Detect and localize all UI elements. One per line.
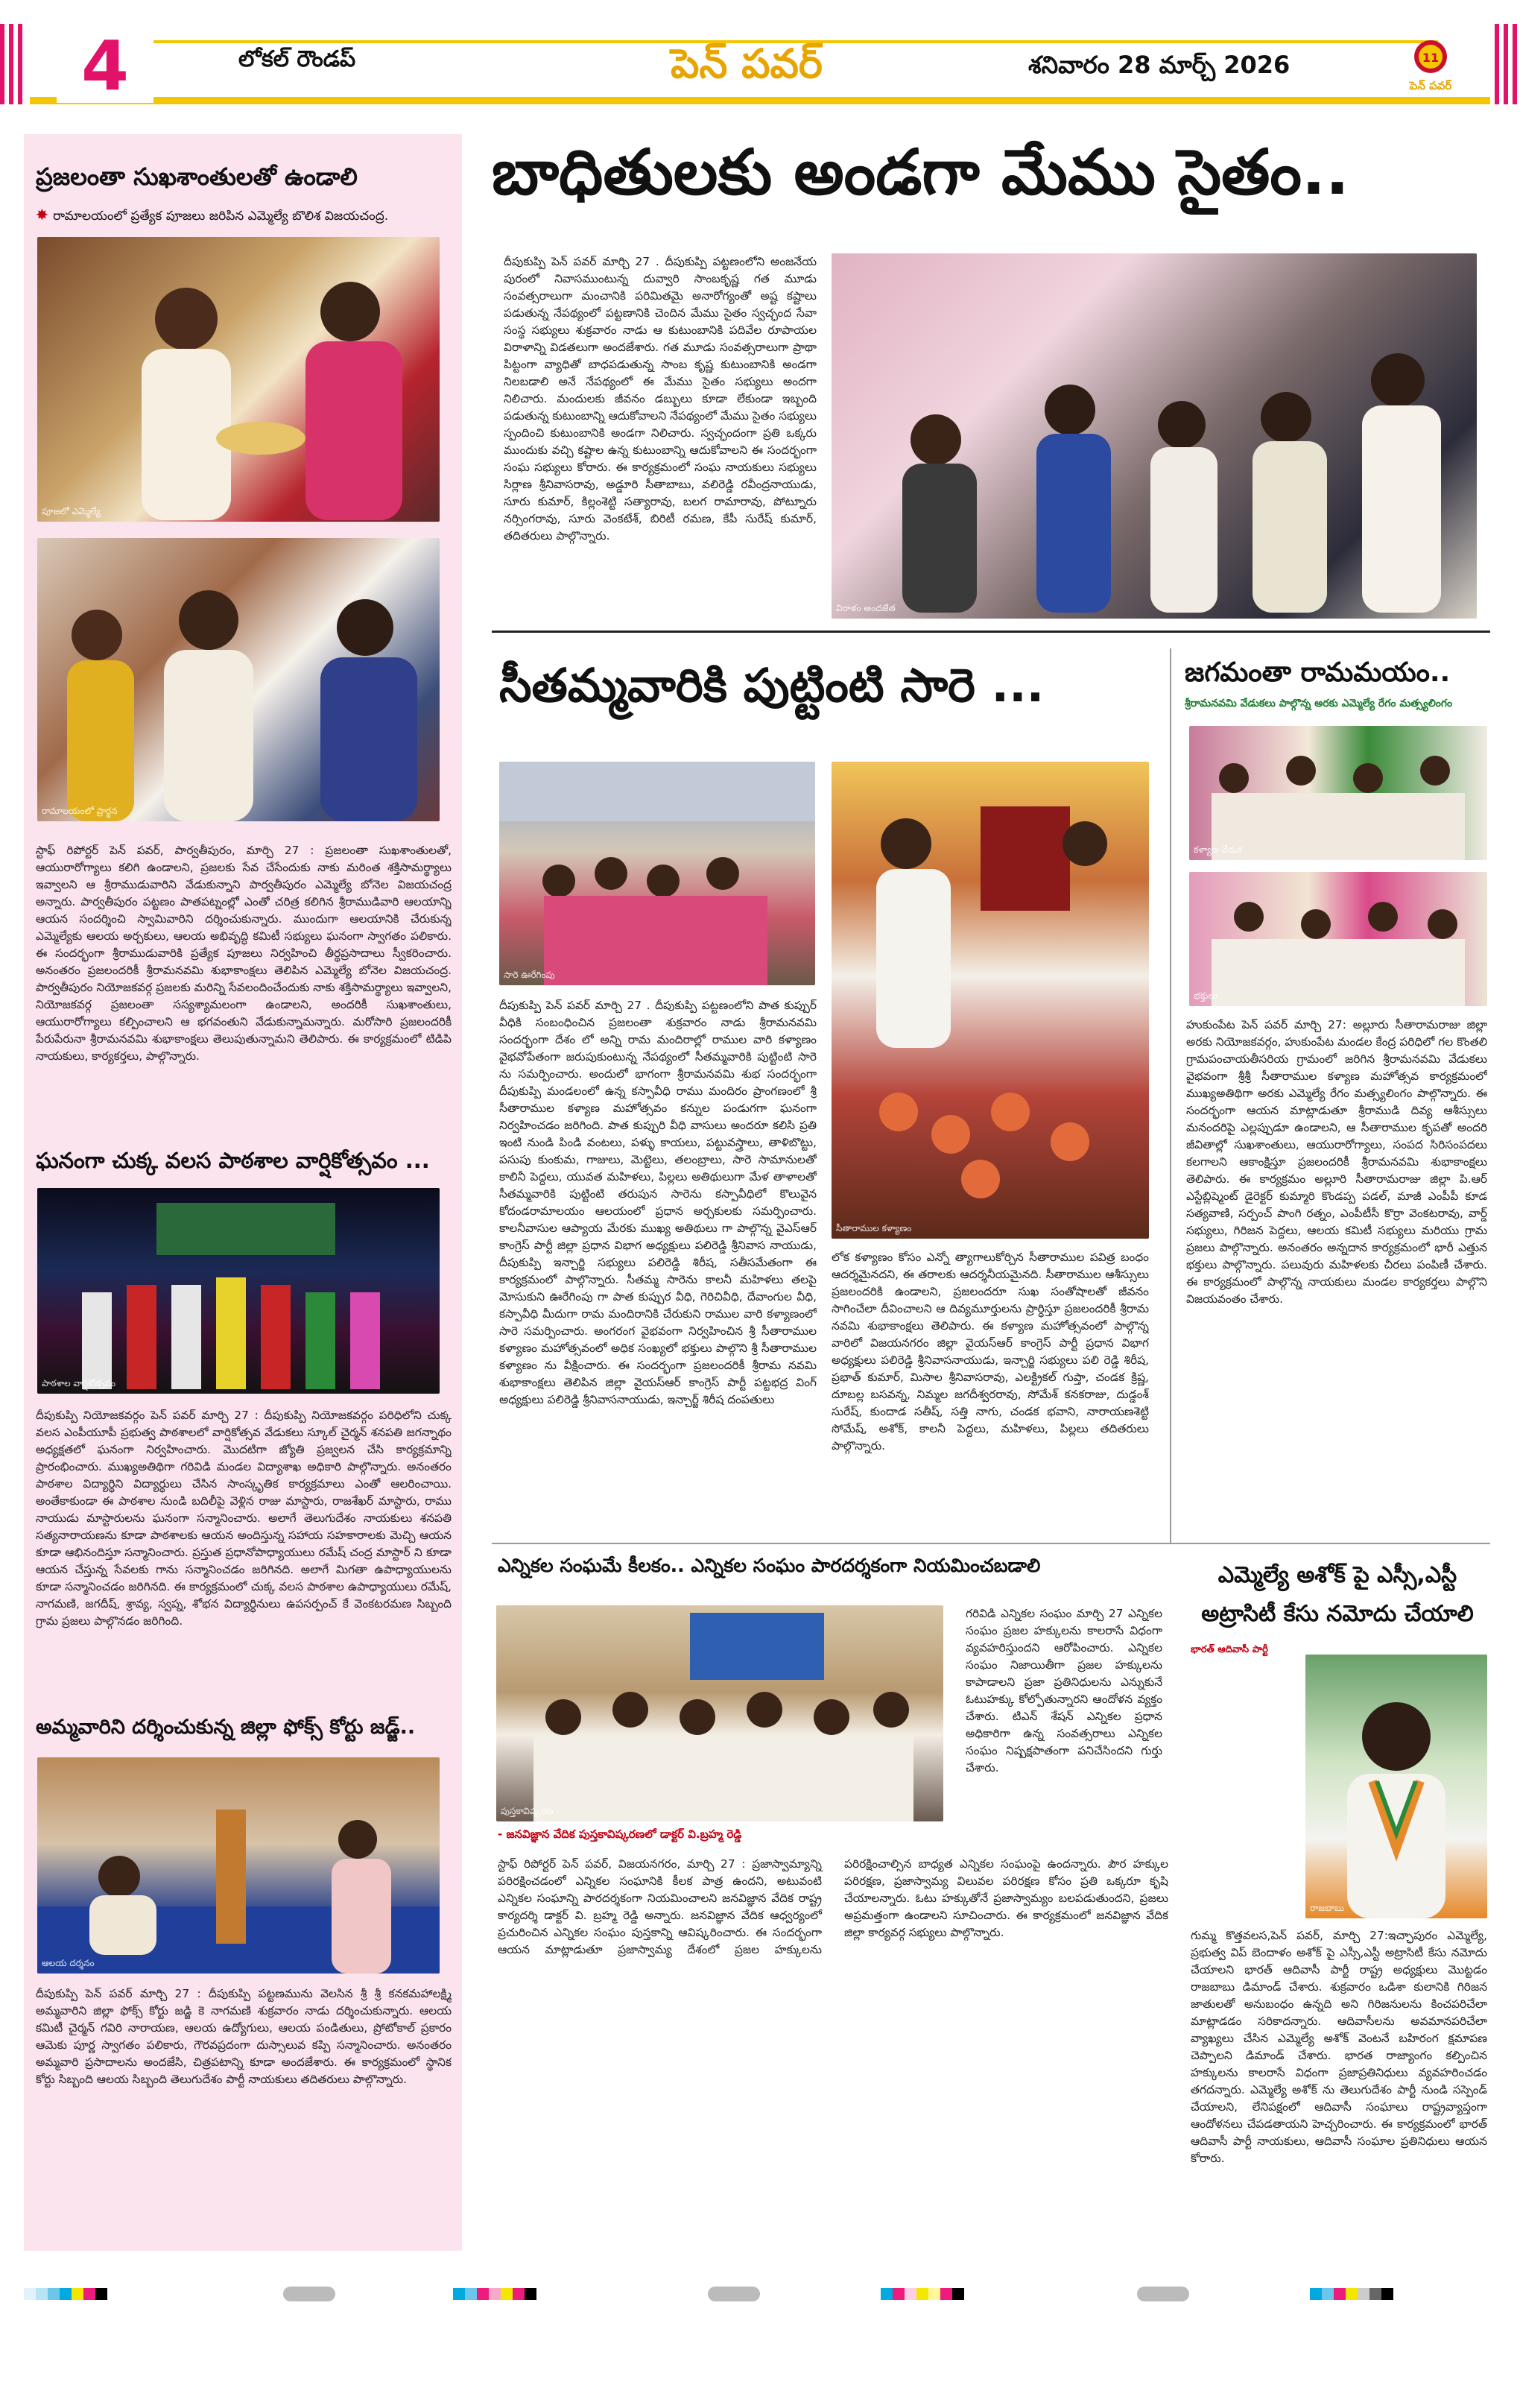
registration-strip-4 [1310, 2288, 1393, 2300]
photo-11-caption: రాజబాబు [1310, 1903, 1345, 1913]
registration-pill-3 [1137, 2287, 1189, 2301]
photo-5-art [832, 253, 1477, 619]
story2-headline: ఘనంగా చుక్క వలస పాఠశాల వార్షికోత్సవం ... [36, 1148, 430, 1173]
rule-under-story4 [492, 631, 1490, 633]
registration-pill-1 [283, 2287, 335, 2301]
photo-1-caption: పూజలో ఎమ్మెల్యే [42, 506, 101, 516]
photo-2-art [37, 538, 440, 821]
photo-11-art [1305, 1655, 1487, 1918]
story6-subhead: శ్రీరామనవమి వేడుకలు పాల్గొన్న అరకు ఎమ్మెల్యే రేగం మత్స్యలింగం [1185, 698, 1453, 710]
story1-headline: ప్రజలంతా సుఖశాంతులతో ఉండాలి [36, 162, 358, 191]
photo-2-caption: రామాలయంలో ప్రార్థన [42, 806, 118, 816]
photo-4-caption: ఆలయ దర్శనం [42, 1958, 95, 1968]
photo-7 [832, 762, 1149, 1239]
story7-headline: ఎన్నికల సంఘమే కీలకం.. ఎన్నికల సంఘం పారదర్శకంగా నియమించబడాలి [498, 1555, 1041, 1576]
photo-1 [37, 237, 440, 522]
photo-3-art [37, 1188, 440, 1394]
page-number: 4 [57, 30, 153, 103]
story5-body-left: దీపుకుప్పి పెన్ పవర్ మార్చి 27 . దీపుకుప్పి పట్టణంలోని పాత కుప్పుర్ వీధికి సంబంధించిన ప్రజలంతా శుక్రవారం నాడు శ్రీరామనవమి సందర్భంగా దేశం లో అన్ని రామ మందిరాల్లో రాముల వారి కళ్యాణం వైభవోపేతంగా జరుపుకుంటున్న నేపథ్యంలో సీతమ్మవారికి పుట్టింటి సారె ను సమర్పించారు. అందులో భాగంగా శ్రీరామనవమి శుభ సందర్భంగా దీపుకుప్పి మండలంలో ఉన్న కస్పావీధి రాము మందిరం ప్రాంగణంలో శ్రీ సీతారాముల కళ్యాణ మహోత్సవం కన్నుల పండుగగా ఘనంగా నిర్వహించడం జరిగింది. పాత కుప్పురి వీధి వాసులు అందరూ కలిసి ప్రతి ఇంటి నుండి పిండి వంటలు, పళ్ళు కాయలు, పట్టువస్త్రాలు, తాళిబొట్టు, పసుపు కుంకుమ, గాజులు, మెట్టెలు, తలంబ్రాలు, సారె సామానులతో కాలినీ పెద్దలు, యువత మహిళలు, పిల్లలు అతిథులుగా మేళ తాళాలతో సీతమ్మవారికి పుట్టింటి తరుపున సారెను కస్పావీధిలో కొలువైన కోదండరామాలయం ఆలయంలో ప్రధాన అర్చకులకు సమర్పించారు. కాలనీవాసుల ఆప్యాయ మేరకు ముఖ్య అతిథులు గా పాల్గొన్న వైఎస్ఆర్ కాంగ్రెస్ పార్టీ జిల్లా ప్రధాన విభాగ అధ్యక్షులు పలిరెడ్డి శ్రీనివాస నాయుడు, దీపుకుప్పి ఇన్చార్జి సభ్యులు పలిరెడ్డి శిరీష, సతీసమేతంగా ఈ కార్యక్రమంలో పాల్గొన్నారు. సీతమ్మ సారెను కాలనీ మహిళలు తలపై మోసుకుని ఊరేగింపు గా పాత కుప్పుర వీధి, గెరిచివీధి, దేవాంగుల వీధి, కస్పావీధి మీదుగా రామ మందిరానికి చేరుకుని రాముల వారి కళ్యాణంలో సారె సమర్పించారు. అంగరంగ వైభవంగా నిర్వహించిన శ్రీ సీతారాముల కళ్యాణం మహోత్సవంలో అధిక సంఖ్యలో భక్తులు పాల్గొని శ్రీ సీతారాముల కళ్యాణం ను వీక్షించారు. ఈ సందర్భంగా ప్రజలందరికీ శ్రీరామ నవమి శుభాకాంక్షలు తెలిపిన జిల్లా వైయస్ఆర్ కాంగ్రెస్ పార్టీ పట్టభద్ర వింగ్ అధ్యక్షులు పలిరెడ్డి శ్రీనివాసనాయుడు, ఇన్చార్జ్ శిరీష దంపతులు [499, 999, 817, 1406]
logo-text: పెన్ పవర్ [1409, 79, 1452, 92]
story7-body: స్టాఫ్ రిపోర్టర్ పెన్ పవర్, విజయనగరం, మార్చి 27 : ప్రజాస్వామ్యాన్ని పరిరక్షించడంలో ఎన్నికల సంఘానికి కీలక పాత్ర ఉందని, అటువంటి ఎన్నికల సంఘాన్ని పారదర్శకంగా నియమించాలని జనవిజ్ఞాన వేదిక రాష్ట్ర కార్యదర్శి డాక్టర్ వి. బ్రహ్మ రెడ్డి అన్నారు. జనవిజ్ఞాన వేదిక ఆధ్వర్యంలో ప్రచురించిన ఎన్నికల సంఘం పుస్తకాన్ని ఆవిష్కరించారు. ఈ సందర్భంగా ఆయన మాట్లాడుతూ ప్రజాస్వామ్య దేశంలో ప్రజల హక్కులను పరిరక్షించాల్సిన బాధ్యత ఎన్నికల సంఘంపై ఉందన్నారు. పౌర హక్కుల పరిరక్షణ, ప్రజాస్వామ్య విలువల పరిరక్షణ కోసం ప్రతి ఒక్కరూ కృషి చేయాలన్నారు. ఓటు హక్కుతోనే ప్రజాస్వామ్యం బలపడుతుందని, ప్రజలు అప్రమత్తంగా ఉండాలని సూచించారు. ఈ కార్యక్రమంలో జనవిజ్ఞాన వేదిక జిల్లా కార్యవర్గ సభ్యులు పాల్గొన్నారు. [498, 1857, 1168, 1956]
photo-11 [1305, 1655, 1487, 1918]
story8-headline: ఎమ్మెల్యే అశోక్ పై ఎస్సీ,ఎస్టీ అట్రాసిటీ కేసు నమోదు చేయాలి [1201, 1562, 1474, 1627]
brand-name: పెన్ పవర్ [671, 40, 823, 87]
masthead [30, 24, 1490, 104]
section-title: లోకల్ రౌండప్ [238, 46, 356, 72]
photo-6-art [499, 762, 815, 985]
photo-8 [1189, 726, 1487, 860]
issue-date: శనివారం 28 మార్చ్ 2026 [1028, 51, 1291, 79]
photo-4-art [37, 1757, 440, 1974]
photo-10-caption: పుస్తకావిష్కరణ [501, 1806, 554, 1816]
rule-above-story7 [492, 1543, 1490, 1544]
story5-body-right: లోక కళ్యాణం కోసం ఎన్నో త్యాగాలుకోర్చిన సీతారాముల పవిత్ర బంధం ఆదర్శమైనదని, ఈ తరాలకు ఆదర్శనీయమైనది. సీతారాముల ఆశీస్సులు ప్రజలందరికి ఉండాలని, ప్రజలందరూ సుఖ సంతోషాలతో జీవనం సాగించేలా దీవించాలని ఆ దివ్యమూర్తులను ప్రార్ధిస్తూ ప్రజలందరికీ శ్రీరామ నవమి శుభాకాంక్షలు తెలిపారు. ఈ కళ్యాణ మహోత్సవంలో పాల్గొన్న వారిలో విజయనగరం జిల్లా వైయస్ఆర్ కాంగ్రెస్ పార్టీ ప్రధాన విభాగ అధ్యక్షులు పలిరెడ్డి శ్రీనివాసనాయుడు, ఇన్చార్జి సభ్యులు పలి రెడ్డి శిరీష, ప్రభాత్ కుమార్, మిసాల శ్రీనివాసరావు, ఎలక్ట్రికల్ గుప్తా, చండక క్రిష్ణ, దూబల్ల బసవన్న, నిమ్మల జగదీశ్వరరావు, సోమేశ్ కనకరాజు, దుడ్డంశ్ సురేష్, కుందాడ సతీష్, సత్తి నాగు, చండక భవాని, నారాయణశెట్టి సోమేష్, అశోక్, కాలనీ పెద్దలు, మహిళలు, పిల్లలు తదితరులు పాల్గొన్నారు. [832, 1251, 1149, 1453]
photo-3 [37, 1188, 440, 1394]
photo-1-art [37, 237, 440, 522]
story8-kicker: భారత్ ఆదివాసీ పార్టీ [1191, 1644, 1268, 1655]
photo-9-caption: భక్తులు [1194, 990, 1218, 1001]
story7-caption: - జనవిజ్ఞాన వేదిక పుస్తకావిష్కరణలో డాక్టర్ వి.బ్రహ్మ రెడ్డి [498, 1827, 742, 1841]
brand-logo [1401, 36, 1460, 98]
story6-headline: జగమంతా రామమయం.. [1185, 657, 1451, 688]
logo-number: 11 [1422, 51, 1440, 65]
photo-6-caption: సారె ఊరేగింపు [504, 970, 555, 980]
registration-strip-1 [24, 2288, 107, 2300]
story4-headline: బాధితులకు అండగా మేము సైతం.. [492, 136, 1349, 209]
photo-2 [37, 538, 440, 821]
story1-body: స్టాఫ్ రిపోర్టర్ పెన్ పవర్, పార్వతీపురం, మార్చి 27 : ప్రజలంతా సుఖశాంతులతో, ఆయురారోగ్యాలు కలిగి ఉండాలని, ప్రజలకు సేవ చేసేందుకు నాకు మరింత శక్తిసామర్థ్యాలు ఇవ్వాలని ఆ శ్రీరాముడువారిని వేడుకున్నాని పార్వతీపురం ఎమ్మెల్యే బోనెల విజయచంద్ర అన్నారు. పార్వతీపురం పట్టణం పాతపట్నంల్లో ఎంతో చరిత్ర కలిగిన శ్రీరాముడివారి ఆలయాన్ని ఆయన సందర్శించి స్వామివారిని దర్శించుకున్నారు. ముందుగా ఆలయానికి చేరుకున్న ఎమ్మెల్యేకు ఆలయ అర్చకులు, ఆలయ అభివృద్ధి కమిటీ సభ్యులు ఘనంగా స్వాగతం పలికారు. ఈ సందర్భంగా శ్రీరాముడువారికి ప్రత్యేక పూజలు నిర్వహించి తీర్థప్రసాదాలు స్వీకరించారు. అనంతరం ప్రజలందరికీ శ్రీరామనవమి శుభాకాంక్షలు తెలిపిన ఎమ్మెల్యే బోనెల విజయచంద్ర. పార్వతీపురం నియోజకవర్గ ప్రజలకు మరిన్ని సేవలందించేందుకు నాకు శక్తిసామర్థ్యాలు ఇవ్వాలని, నియోజకవర్గ ప్రజలంతా సస్యశ్యామలంగా ఉండాలని, అందరికీ సుఖశాంతులు, ఆయురారోగ్యాలు కల్పించాలని ఆ భగవంతుని వేడుకున్నామన్నారు. మరోసారి ప్రజలందరికీ పేరుపేరునా శ్రీరామనవమి శుభాకాంక్షలు తెలుపుతున్నామని తెలిపారు. ఈ కార్యక్రమంలో టిడిపి నాయకులు, కార్యకర్తలు, పాల్గొన్నారు. [36, 844, 452, 1063]
story3-headline: అమ్మవారిని దర్శించుకున్న జిల్లా ఫోక్స్ కోర్టు జడ్జ్.. [36, 1716, 416, 1739]
registration-strip-2 [453, 2288, 536, 2300]
story8-body-side [1191, 1662, 1299, 1920]
photo-6 [499, 762, 815, 985]
story6-body: హుకుంపేట పెన్ పవర్ మార్చి 27: అల్లూరు సీతారామరాజు జిల్లా అరకు నియోజకవర్గం, హుకుంపేట మండల కేంద్ర పరిధిలో గల కొంతలి గ్రామపంచాయతీసరియ గ్రామంలో జరిగిన శ్రీరామనవమి వేడుకలు వైభవంగా శ్రీశ్రీ సీతారాముల కళ్యాణ మహోత్సవ కార్యక్రమంలో ముఖ్యఅతిథిగా అరకు ఎమ్మెల్యే రేగం మత్స్యలింగం పాల్గొన్నారు. ఈ సందర్భంగా ఆయన మాట్లాడుతూ శ్రీరాముడి దివ్య ఆశీస్సులు మనందరిపై ఎల్లప్పుడూ ఉండాలని, ఆ సీతారాముల కృపతో అందరి జీవితాల్లో సుఖశాంతులు, ఆయురారోగ్యాలు, సంపద సిరిసంపదలు కలగాలని ఆకాంక్షిస్తూ ప్రజలందరికీ శ్రీరామనవమి శుభాకాంక్షలు తెలిపారు. ఈ కార్యక్రమం అల్లూరి సీతారామరాజు జిల్లా పి.ఆర్ ఎస్టేబ్లిష్మెంట్ డైరెక్టర్ కుమ్మారి కొండప్ప పడల్, మాజీ ఎంపీపీ కూడ సత్యవాణి, సర్పంచ్ పాంగి రత్నం, ఎంపీటీసీ కొర్రా వెంకటరావు, వార్డ్ సభ్యులు, గిరిజన పెద్దలు, ఆలయ కమిటీ సభ్యులు మరియు గ్రామ ప్రజలు పాల్గొన్నారు. అనంతరం అన్నదాన కార్యక్రమంలో భారీ ఎత్తున భక్తులు పాల్గొన్నారు. పలువురు మహిళలకు చీరలు పంపిణీ చేశారు. ఈ కార్యక్రమంలో పాల్గొన్న నాయకులు మండల కార్యకర్తలు పాల్గొని విజయవంతం చేశారు. [1186, 1018, 1487, 1306]
photo-7-art [832, 762, 1149, 1239]
story8-body: గుమ్మ కొత్తవలస,పెన్ పవర్, మార్చి 27:ఇచ్ఛాపురం ఎమ్మెల్యే, ప్రభుత్వ విప్ బెందాళం అశోక్ పై ఎస్సీ,ఎస్టీ అట్రాసిటీ కేసు నమోదు చేయాలని భారత్ ఆదివాసీ పార్టీ రాష్ట్ర అధ్యక్షులు మొట్టడం రాజబాబు డిమాండ్ చేశారు. శుక్రవారం ఒడిశా కులానికి గిరిజన జాతులతో అనుబంధం ఉన్నది అని గిరిజనులను కించపరిచేలా మాట్లాడడం సరికాదన్నారు. ఆదివాసీలను అవమానపరిచేలా వ్యాఖ్యలు చేసిన ఎమ్మెల్యే అశోక్ వెంటనే బహిరంగ క్షమాపణ చెప్పాలని డిమాండ్ చేశారు. భారత రాజ్యాంగం కల్పించిన హక్కులను కాలరాసే విధంగా ప్రజాప్రతినిధులు వ్యవహరించడం తగదన్నారు. ఎమ్మెల్యే అశోక్ ను తెలుగుదేశం పార్టీ నుండి సస్పెండ్ చేయాలని, లేనిపక్షంలో ఆదివాసీ సంఘాలు రాష్ట్రవ్యాప్తంగా ఆందోళనలు చేపడతాయని హెచ్చరించారు. ఈ కార్యక్రమంలో భారత్ ఆదివాసీ పార్టీ నాయకులు, ఆదివాసీ సంఘాల ప్రతినిధులు ఆయన కోరారు. [1191, 1929, 1487, 2165]
column-divider [1170, 648, 1171, 1543]
photo-5-caption: విరాళం అందజేత [836, 603, 896, 613]
story7-body-top: గరివిడి ఎన్నికల సంఘం మార్చి 27 ఎన్నికల సంఘం ప్రజల హక్కులను కాలరాసే విధంగా వ్యవహరిస్తుందని ఆరోపించారు. ఎన్నికల సంఘం నిజాయితీగా ప్రజల హక్కులను కాపాడాలని ప్రజా ప్రతినిధులను ఎన్నుకునే ఓటుహక్కు కోల్పోతున్నారని ఆందోళన వ్యక్తం చేశారు. టిఎన్ శేషన్ ఎన్నికల ప్రధాన అధికారిగా ఉన్న సంవత్సరాలు ఎన్నికల సంఘం నిష్పక్షపాతంగా పనిచేసిందని గుర్తు చేశారు. [966, 1607, 1162, 1775]
story2-body: దీపుకుప్పి నియోజకవర్గం పెన్ పవర్ మార్చి 27 : దీపుకుప్పి నియోజకవర్గం పరిధిలోని చుక్క వలస ఎంపీయూపీ ప్రభుత్వ పాఠశాలలో వార్షికోత్సవ వేడుకలు స్కూల్ చైర్మన్ శనపతి జగన్నాథం అధ్యక్షతలో ఘనంగా నిర్వహించారు. మొదటిగా జ్యోతి ప్రజ్వలన చేసి కార్యక్రమాన్ని ప్రారంభించారు. ముఖ్యఅతిథిగా గరివిడి మండల విద్యాశాఖ అధికారి పాల్గొన్నారు. అనంతరం పాఠశాల విద్యార్థిని విద్యార్థులు చేసిన సాంస్కృతిక కార్యక్రమాలు ఎంతో ఆలరించాయి. అంతేకాకుండా ఈ పాఠశాల నుండి బదిలీపై వెళ్లిన రాజు మాస్టారు, రాజశేఖర్ మాస్టారు, రాము నాయుడు మాస్టారులను ఘనంగా సన్మానించారు. అలాగే తెలుగుదేశం నాయకులు శనపతి సత్యనారాయణను కూడా పాఠశాలకు ఆయన అందిస్తున్న సహాయ సహకారాలకు మెచ్చి ఆయన కూడా ఆభినందిస్తూ సన్మానించారు. ప్రస్తుత ప్రధానోపాధ్యాయులు రమేష్ చంద్ర మాస్టార్ ని కూడా ఆయన చేస్తున్న సేవలకు గాను సన్మానించడం జరిగినది. అలాగే మిగతా ఉపాధ్యాయులను కూడా సన్మానించడం జరిగినది. ఈ కార్యక్రమంలో చుక్క వలస పాఠశాల ఉపాధ్యాయులు రమేష్, నాగమణి, జగదీష్, శ్రావ్య, స్వప్న, శోభన విద్యార్థినులు ఉపసర్పంచ్ కే వెంకటరమణ సిబ్బంది గ్రామ ప్రజలు పాల్గొనడం జరిగింది. [36, 1409, 452, 1628]
right-stripes [1495, 24, 1520, 104]
left-stripes [0, 24, 25, 104]
photo-5 [832, 253, 1477, 619]
photo-7-caption: సీతారాముల కళ్యాణం [836, 1223, 912, 1233]
photo-10-art [496, 1605, 943, 1821]
bottom-gold-rule [30, 97, 1490, 104]
story3-body: దీపుకుప్పి పెన్ పవర్ మార్చి 27 : దీపుకుప్పి పట్టణమును వెలసిన శ్రీ శ్రీ కనకమహాలక్ష్మి అమ్మవారిని జిల్లా ఫోక్స్ కోర్టు జడ్జి కె నాగమణి శుక్రవారం నాడు దర్శించుకున్నారు. ఆలయ కమిటీ చైర్మన్ గవిరి నారాయణ, ఆలయ ఉద్యోగులు, ఆలయ పండితులు, ప్రోటోకాల్ ప్రకారం ఆమెకు పూర్ణ స్వాగతం పలికారు, గౌరవప్రదంగా దుస్సాలువ కప్పి సన్మానించారు. అనంతరం అమ్మవారి ప్రసాదాలను అందజేసి, చిత్రపటాన్ని కూడా అందజేశారు. ఈ కార్యక్రమంలో స్థానిక కోర్టు సిబ్బంది ఆలయ సిబ్బంది తెలుగుదేశం పార్టీ నాయకులు తదితరులు పాల్గొన్నారు. [36, 1987, 452, 2086]
photo-9-art [1189, 872, 1487, 1006]
story4-body: దీపుకుప్పి పెన్ పవర్ మార్చి 27 . దీపుకుప్పి పట్టణంలోని అంజనేయ పురంలో నివాసముంటున్న దువ్వారి సాంబకృష్ణ గత మూడు సంవత్సరాలుగా మంచానికి పరిమితమై అనారోగ్యంతో అష్ట కష్టాలు పడుతున్న నేపథ్యంలో పట్టణానికి చెందిన మేము సైతం స్వచ్ఛంద సేవా సంస్థ సభ్యులు శుక్రవారం నాడు ఆ కుటుంబానికి పదివేల రూపాయల విరాళాన్ని విడతలుగా అందజేశారు. గత మూడు సంవత్సరాలుగా ప్రాథా పిట్టంగా వ్యాధితో బాధపడుతున్న సాంబ కృష్ణ కుటుంబానికి అండగా నిలబడాలి అనే నేపథ్యంలో ఈ మేము సైతం సభ్యులు అందగా నిలిచారు. మందులకు జీవనం డబ్బులు కూడా లేకుండా ఇబ్బంది పడుతున్న కుటుంబాన్ని ఆదుకోవాలని నేపథ్యంలో మేము సైతం సభ్యులు స్పందించి కుటుంబానికి అండగా నిలిచారు. స్వచ్ఛందంగా ప్రతి ఒక్కరు ముందుకు వచ్చి కష్టాల ఉన్న కుటుంబాన్ని ఆదుకోవాలని ఈ సందర్భంగా సంఘ సభ్యులు కోరారు. ఈ కార్యక్రమంలో సంఘ నాయకులు సభ్యులు సిర్లాణ శ్రీనివాసరావు, అడ్డూరి సీతాబాబు, వలిరెడ్డి రవీంద్రనాయుడు, సూరు కుమార్, కిల్లంశెట్టి సత్యారావు, బలగ రామారావు, పోట్నూరు నర్సింగరావు, సూరు వెంకటేశ్, బిరిటీ రమణ, కేపీ సురేష్ కుమార్, తదితరులు పాల్గొన్నారు. [504, 255, 817, 543]
photo-8-caption: కళ్యాణ వేడుక [1194, 844, 1243, 855]
photo-9 [1189, 872, 1487, 1006]
story5-headline: సీతమ్మవారికి పుట్టింటి సారె ... [499, 658, 1045, 712]
photo-10 [496, 1605, 943, 1821]
photo-3-caption: పాఠశాల వార్షికోత్సవం [42, 1378, 115, 1388]
photo-4 [37, 1757, 440, 1974]
photo-8-art [1189, 726, 1487, 860]
story1-subhead: ✸ రామాలయంలో ప్రత్యేక పూజలు జరిపిన ఎమ్మెల్యే బొలిశ విజయచంద్ర. [36, 206, 389, 224]
registration-pill-2 [708, 2287, 760, 2301]
registration-strip-3 [881, 2288, 964, 2300]
